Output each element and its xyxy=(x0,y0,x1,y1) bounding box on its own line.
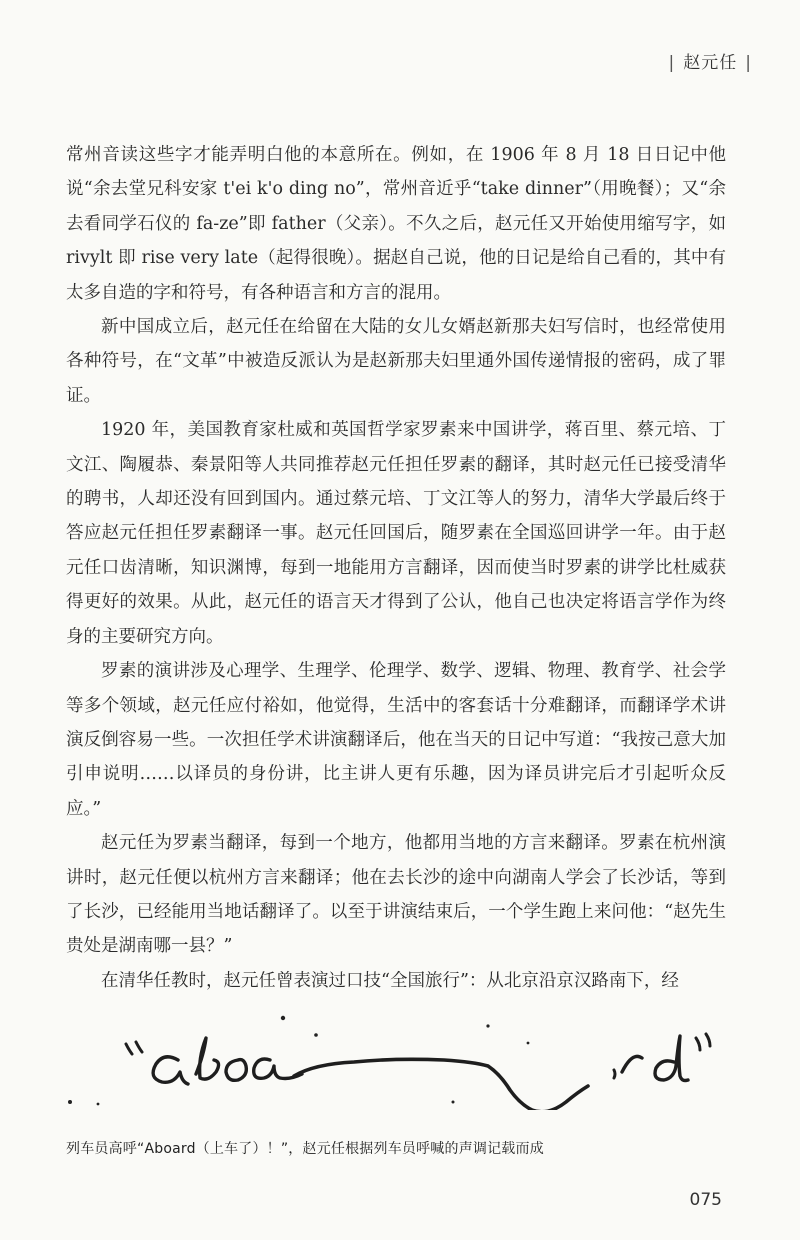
running-head xyxy=(661,48,760,73)
body-text xyxy=(66,138,726,998)
paragraph: 1920 年，美国教育家杜威和英国哲学家罗素来中国讲学，蒋百里、蔡元培、丁文江、陶履恭、秦景阳等人共同推荐赵元任担任罗素的翻译，其时赵元任已接受清华的聘书，人却还没有回到国内。通过蔡元培、丁文江等人的努力，清华大学最后终于答应赵元任担任罗素翻译一事。赵元任回国后，随罗素在全国巡回讲学一年。由于赵元任口齿清晰，知识渊博，每到一地能用方言翻译，因而使当时罗素的讲学比杜威获得更好的效果。从此，赵元任的语言天才得到了公认，他自己也决定将语言学作为终身的主要研究方向。 xyxy=(66,420,726,647)
handwriting-drawing xyxy=(58,1010,738,1110)
handwriting-stroke xyxy=(622,1056,642,1072)
paragraph: 新中国成立后，赵元任在给留在大陆的女儿女婿赵新那夫妇写信时，也经常使用各种符号，在“文革”中被造反派认为是赵新那夫妇里通外国传递情报的密码，成了罪证。 xyxy=(66,317,726,406)
tone-contour-line xyxy=(294,1059,588,1110)
divider-right: | xyxy=(745,53,752,73)
handwriting-stroke xyxy=(655,1036,688,1081)
ink-dot xyxy=(314,1033,318,1037)
handwriting-stroke xyxy=(153,1057,188,1084)
ink-dot xyxy=(281,1016,285,1020)
ink-dot xyxy=(68,1100,72,1104)
figure-caption: 列车员高呼“Aboard（上车了）！”，赵元任根据列车员呼喊的声调记载而成 xyxy=(66,1141,544,1157)
handwriting-stroke xyxy=(196,1038,219,1079)
ink-dot xyxy=(452,1101,455,1104)
ink-dot xyxy=(97,1103,100,1106)
ink-dot xyxy=(527,1042,530,1045)
paragraph: 常州音读这些字才能弄明白他的本意所在。例如，在 1906 年 8 月 18 日日记中他说“余去堂兄科安家 t'ei k'o ding no”，常州音近乎“take dinner”（用晚餐）；又“余去看同学石仪的 fa-ze”即 father（父亲）。不久之后，赵元任又开始使用缩写字，如 rivylt 即 rise very late（起得很晚）。据赵自己说，他的日记是给自己看的，其中有太多自造的字和符号，有各种语言和方言的混用。 xyxy=(66,145,726,303)
handwriting-stroke xyxy=(614,1070,615,1078)
ink-dot xyxy=(486,1024,489,1027)
paragraph: 在清华任教时，赵元任曾表演过口技“全国旅行”：从北京沿京汉路南下，经 xyxy=(101,970,679,991)
paragraph: 赵元任为罗素当翻译，每到一个地方，他都用当地的方言来翻译。罗素在杭州演讲时，赵元任便以杭州方言来翻译；他在去长沙的途中向湖南人学会了长沙话，等到了长沙，已经能用当地话翻译了。以至于讲演结束后，一个学生跑上来问他：“赵先生贵处是湖南哪一县？” xyxy=(66,833,726,957)
divider-left: | xyxy=(668,53,676,73)
handwriting-stroke xyxy=(226,1060,246,1081)
quote-mark xyxy=(126,1042,142,1054)
quote-mark xyxy=(696,1034,710,1050)
paragraph: 罗素的演讲涉及心理学、生理学、伦理学、数学、逻辑、物理、教育学、社会学等多个领域，赵元任应付裕如，他觉得，生活中的客套话十分难翻译，而翻译学术讲演反倒容易一些。一次担任学术讲演翻译后，他在当天的日记中写道：“我按己意大加引申说明……以译员的身份讲，比主讲人更有乐趣，因为译员讲完后才引起听众反应。” xyxy=(66,661,726,819)
chapter-title: 赵元任 xyxy=(683,53,738,73)
handwriting-figure xyxy=(58,1010,738,1110)
page-number: 075 xyxy=(689,1190,722,1210)
